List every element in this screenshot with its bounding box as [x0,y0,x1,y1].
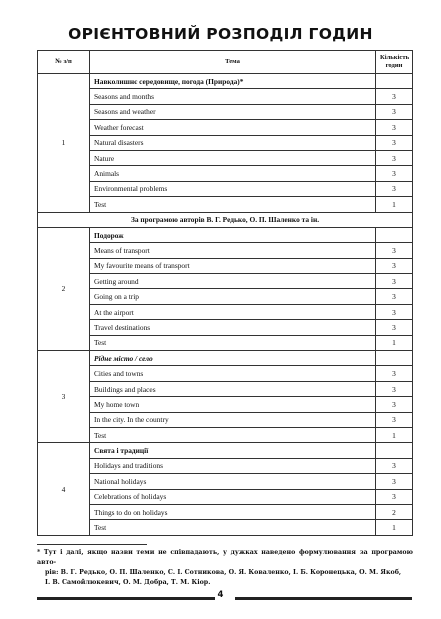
topic-row [38,412,413,427]
header-hours: Кількість годин [376,51,413,74]
topic-name: Animals [90,166,376,181]
topic-row [38,320,413,335]
module-title: Рідне місто / село [90,351,376,366]
module-number: 3 [38,351,90,443]
topic-name: Seasons and weather [90,104,376,119]
topic-row [38,427,413,442]
topic-hours: 3 [376,243,413,258]
hours-distribution-table [37,50,413,536]
topic-name: Test [90,197,376,212]
topic-hours: 3 [376,274,413,289]
footnote-divider [37,544,147,545]
topic-row [38,104,413,119]
topic-hours: 2 [376,504,413,519]
topic-hours: 3 [376,150,413,165]
topic-hours: 3 [376,104,413,119]
topic-row [38,274,413,289]
topic-name: Test [90,427,376,442]
topic-hours: 3 [376,135,413,150]
header-number: № з/п [38,51,90,74]
topic-hours: 3 [376,181,413,196]
module-number: 1 [38,74,90,213]
topic-name: Things to do on holidays [90,504,376,519]
topic-row [38,335,413,350]
topic-hours: 3 [376,89,413,104]
module-number: 4 [38,443,90,535]
topic-hours: 3 [376,489,413,504]
table-header-row [38,51,413,74]
topic-name: My home town [90,397,376,412]
header-topic: Тема [90,51,376,74]
module-hours-cell [376,227,413,242]
topic-name: Seasons and months [90,89,376,104]
topic-name: Celebrations of holidays [90,489,376,504]
topic-hours: 1 [376,335,413,350]
module-hours-cell [376,443,413,458]
topic-name: Cities and towns [90,366,376,381]
topic-name: Travel destinations [90,320,376,335]
topic-hours: 3 [376,366,413,381]
topic-row [38,474,413,489]
topic-name: Going on a trip [90,289,376,304]
module-number: 2 [38,227,90,350]
topic-row [38,120,413,135]
module-row [38,443,413,458]
topic-name: At the airport [90,304,376,319]
topic-name: Natural disasters [90,135,376,150]
footnote-line: рів: В. Г. Редько, О. П. Шаленко, С. І. Сотникова, О. Я. Коваленко, І. Б. Коронецька, О. М. Якоб, [45,569,402,576]
module-title: Свята і традиції [90,443,376,458]
footnote [37,548,413,588]
topic-row [38,489,413,504]
topic-row [38,304,413,319]
topic-row [38,89,413,104]
topic-hours: 3 [376,166,413,181]
topic-hours: 1 [376,427,413,442]
topic-row [38,258,413,273]
topic-hours: 3 [376,397,413,412]
topic-row [38,520,413,535]
footnote-line: І. В. Самойлюкевич, О. М. Добра, Т. М. Кіор. [45,579,211,586]
topic-row [38,197,413,212]
topic-name: Test [90,520,376,535]
topic-name: Environmental problems [90,181,376,196]
topic-name: Nature [90,150,376,165]
topic-row [38,458,413,473]
program-note: За програмою авторів В. Г. Редько, О. П. Шаленко та ін. [38,212,413,227]
topic-name: Getting around [90,274,376,289]
topic-hours: 3 [376,320,413,335]
topic-hours: 3 [376,120,413,135]
topic-hours: 3 [376,289,413,304]
topic-name: Test [90,335,376,350]
topic-hours: 3 [376,258,413,273]
topic-row [38,166,413,181]
module-hours-cell [376,351,413,366]
topic-hours: 3 [376,381,413,396]
page-title: ОРІЄНТОВНИЙ РОЗПОДІЛ ГОДИН [68,25,373,43]
topic-name: Holidays and traditions [90,458,376,473]
topic-row [38,150,413,165]
topic-hours: 3 [376,304,413,319]
module-hours-cell [376,74,413,89]
topic-name: In the city. In the country [90,412,376,427]
topic-name: My favourite means of transport [90,258,376,273]
topic-hours: 3 [376,412,413,427]
topic-row [38,135,413,150]
topic-hours: 3 [376,458,413,473]
topic-hours: 1 [376,520,413,535]
topic-row [38,181,413,196]
module-row [38,227,413,242]
module-title: Подорож [90,227,376,242]
module-row [38,74,413,89]
page-bar-right [235,597,412,600]
topic-hours: 1 [376,197,413,212]
topic-name: National holidays [90,474,376,489]
topic-row [38,381,413,396]
topic-name: Weather forecast [90,120,376,135]
page-number: 4 [217,590,224,600]
topic-row [38,397,413,412]
topic-name: Buildings and places [90,381,376,396]
module-row [38,351,413,366]
topic-name: Means of transport [90,243,376,258]
footnote-line: * Тут і далі, якщо назви теми не співпадають, у дужках наведено формулювання за програмою авто- [37,549,413,566]
topic-row [38,366,413,381]
topic-row [38,289,413,304]
topic-hours: 3 [376,474,413,489]
topic-row [38,243,413,258]
program-note-row [38,212,413,227]
module-title: Навколишнє середовище, погода (Природа)* [90,74,376,89]
topic-row [38,504,413,519]
